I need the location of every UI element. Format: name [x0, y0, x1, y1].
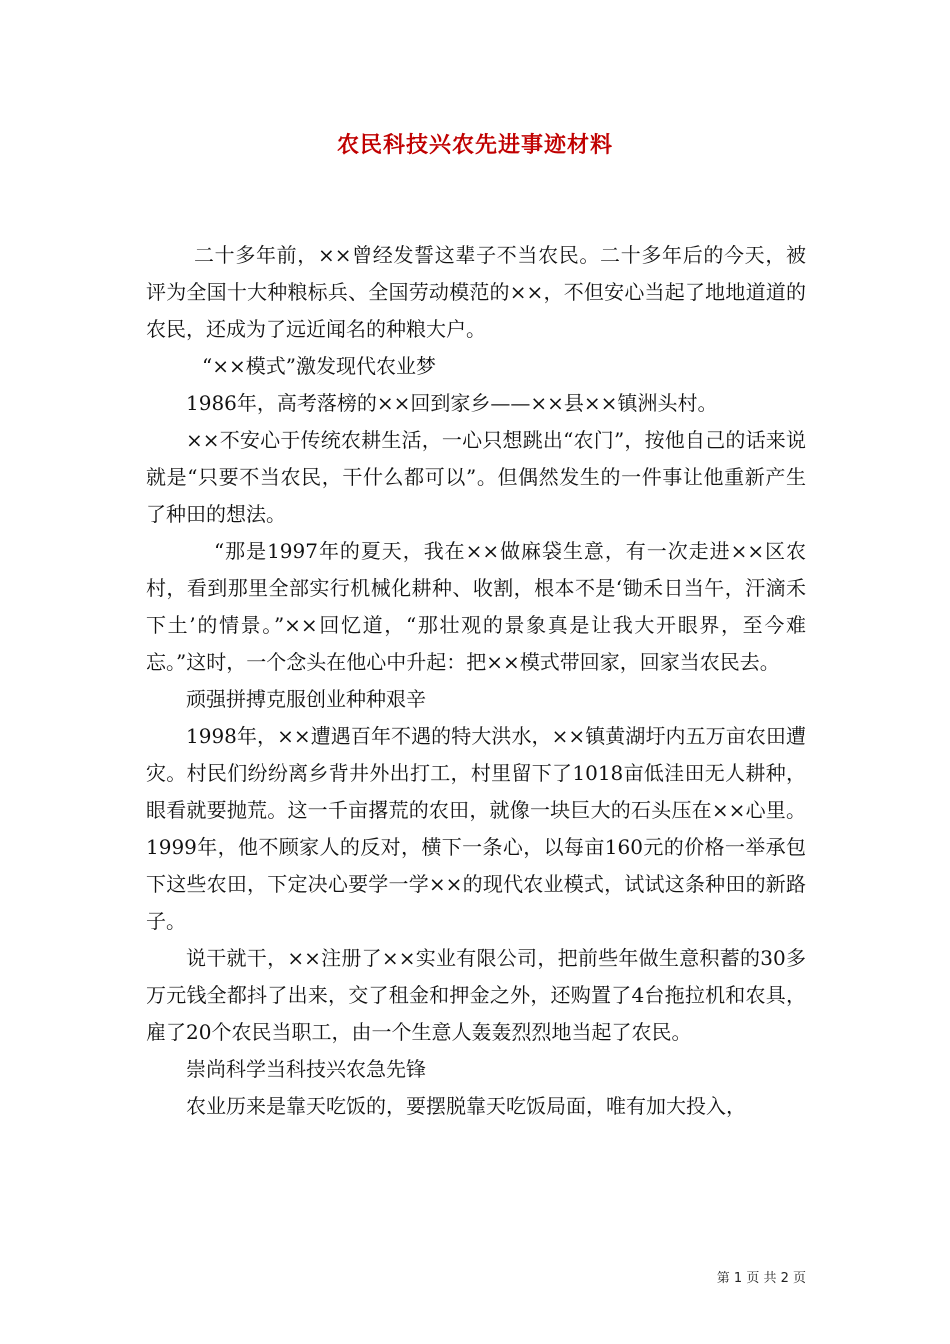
paragraph-company: 说干就干，××注册了××实业有限公司，把前些年做生意积蓄的30多万元钱全都抖了出来，交了租金和押金之外，还购置了4台拖拉机和农具，雇了20个农民当职工，由一个生意人轰轰烈烈地当起了农民。 [146, 946, 806, 1044]
document-body [146, 237, 806, 1125]
page-number: 第 1 页 共 2 页 [716, 1271, 806, 1286]
section-heading-model: “××模式”激发现代农业梦 [202, 354, 436, 378]
paragraph-agriculture: 农业历来是靠天吃饭的，要摆脱靠天吃饭局面，唯有加大投入， [186, 1094, 746, 1118]
section-heading-hardship: 顽强拼搏克服创业种种艰辛 [186, 687, 426, 711]
document-title: 农民科技兴农先进事迹材料 [336, 133, 613, 158]
paragraph-farm-life: ××不安心于传统农耕生活，一心只想跳出“农门”，按他自己的话来说就是“只要不当农民，干什么都可以”。但偶然发生的一件事让他重新产生了种田的想法。 [146, 428, 806, 526]
paragraph-intro: 二十多年前，××曾经发誓这辈子不当农民。二十多年后的今天，被评为全国十大种粮标兵、全国劳动模范的××，不但安心当起了地地道道的农民，还成为了远近闻名的种粮大户。 [146, 243, 806, 341]
paragraph-1986: 1986年，高考落榜的××回到家乡——××县××镇洲头村。 [186, 391, 718, 415]
paragraph-quote-1997: “那是1997年的夏天，我在××做麻袋生意，有一次走进××区农村，看到那里全部实行机械化耕种、收割，根本不是‘锄禾日当午，汗滴禾下土’的情景。”××回忆道，“那壮观的景象真是让我大开眼界，至今难忘。”这时，一个念头在他心中升起：把××模式带回家，回家当农民去。 [146, 539, 806, 674]
section-heading-science: 崇尚科学当科技兴农急先锋 [186, 1057, 426, 1081]
paragraph-flood-1998: 1998年，××遭遇百年不遇的特大洪水，××镇黄湖圩内五万亩农田遭灾。村民们纷纷离乡背井外出打工，村里留下了1018亩低洼田无人耕种，眼看就要抛荒。这一千亩撂荒的农田，就像一块巨大的石头压在××心里。1999年，他不顾家人的反对，横下一条心，以每亩160元的价格一举承包下这些农田，下定决心要学一学××的现代农业模式，试试这条种田的新路子。 [146, 724, 806, 933]
